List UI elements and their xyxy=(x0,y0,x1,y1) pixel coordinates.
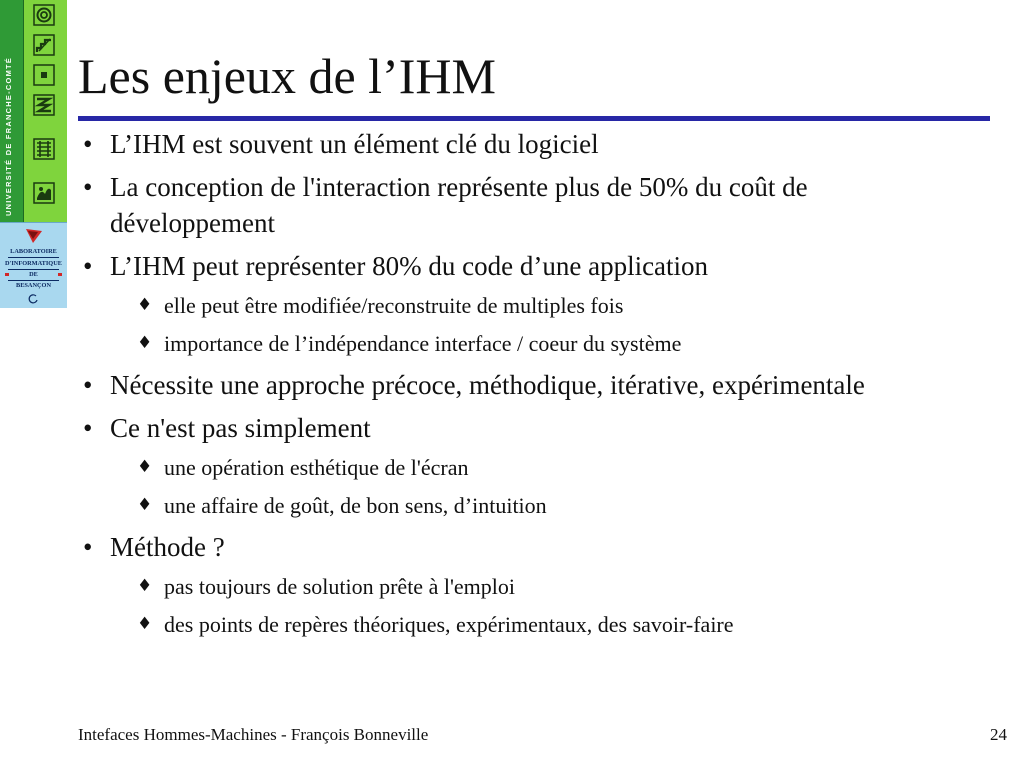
university-logo xyxy=(0,0,67,308)
slide-title: Les enjeux de l’IHM xyxy=(78,48,496,104)
snail-icon xyxy=(33,4,55,26)
bullet-item xyxy=(83,169,973,241)
bullet-mark: • xyxy=(83,532,93,562)
sub-bullet-text: elle peut être modifiée/reconstruite de multiples fois xyxy=(164,293,624,318)
lab-red-mark xyxy=(58,273,62,276)
diamond-icon: ♦ xyxy=(137,576,153,596)
bullet-text: L’IHM est souvent un élément clé du logiciel xyxy=(110,129,599,159)
title-underline xyxy=(78,116,990,121)
sub-bullet-item xyxy=(83,491,973,520)
diamond-icon: ♦ xyxy=(137,457,153,477)
diamond-icon: ♦ xyxy=(137,495,153,515)
spiral-icon xyxy=(28,293,39,304)
sub-bullet-item xyxy=(83,329,973,358)
sub-bullet-text: une opération esthétique de l'écran xyxy=(164,455,469,480)
sub-bullet-text: pas toujours de solution prête à l'emploi xyxy=(164,574,516,599)
bullet-mark: • xyxy=(83,370,93,400)
sub-bullet-item xyxy=(83,610,973,639)
bullet-mark: • xyxy=(83,413,93,443)
lab-name-line: DE xyxy=(29,271,38,278)
lab-name-line: LABORATOIRE xyxy=(10,248,57,255)
lab-logo xyxy=(0,222,67,308)
sub-bullet-item xyxy=(83,572,973,601)
bullet-mark: • xyxy=(83,251,93,281)
university-name: UNIVERSITÉ DE FRANCHE-COMTÉ xyxy=(4,56,13,216)
target-square-icon xyxy=(33,64,55,86)
bullet-mark: • xyxy=(83,129,93,159)
grid-icon xyxy=(33,138,55,160)
red-arrow-icon xyxy=(24,227,44,245)
bullet-item xyxy=(83,410,973,446)
stairs-icon xyxy=(33,34,55,56)
bullet-item xyxy=(83,529,973,565)
bullet-item xyxy=(83,248,973,284)
slide-body xyxy=(83,126,973,648)
lab-name-line: D'INFORMATIQUE xyxy=(5,260,62,267)
sub-bullet-text: des points de repères théoriques, expérimentaux, des savoir-faire xyxy=(164,612,734,637)
university-band xyxy=(0,0,24,222)
bullet-text: Ce n'est pas simplement xyxy=(110,413,371,443)
sub-bullet-item xyxy=(83,291,973,320)
diamond-icon: ♦ xyxy=(137,614,153,634)
lab-divider xyxy=(8,280,59,281)
bullet-mark: • xyxy=(83,172,93,202)
page-number: 24 xyxy=(990,725,1007,744)
sub-bullet-text: une affaire de goût, de bon sens, d’intuition xyxy=(164,493,547,518)
diamond-icon: ♦ xyxy=(137,333,153,353)
lab-divider xyxy=(8,269,59,270)
lab-name-line: BESANÇON xyxy=(16,282,51,289)
lab-divider xyxy=(8,257,59,258)
bullet-text: L’IHM peut représenter 80% du code d’une application xyxy=(110,251,709,281)
bullet-text: La conception de l'interaction représente plus de 50% du coût de développement xyxy=(110,172,808,238)
sub-bullet-text: importance de l’indépendance interface / coeur du système xyxy=(164,331,682,356)
bullet-text: Nécessite une approche précoce, méthodique, itérative, expérimentale xyxy=(110,370,865,400)
zigzag-icon xyxy=(33,94,55,116)
logo-icon-band xyxy=(24,0,67,222)
leaves-icon xyxy=(33,182,55,204)
bullet-item xyxy=(83,126,973,162)
sub-bullet-item xyxy=(83,453,973,482)
footer-course-author: Intefaces Hommes-Machines - François Bonneville xyxy=(78,725,429,744)
bullet-text: Méthode ? xyxy=(110,532,225,562)
diamond-icon: ♦ xyxy=(137,295,153,315)
bullet-item xyxy=(83,367,973,403)
